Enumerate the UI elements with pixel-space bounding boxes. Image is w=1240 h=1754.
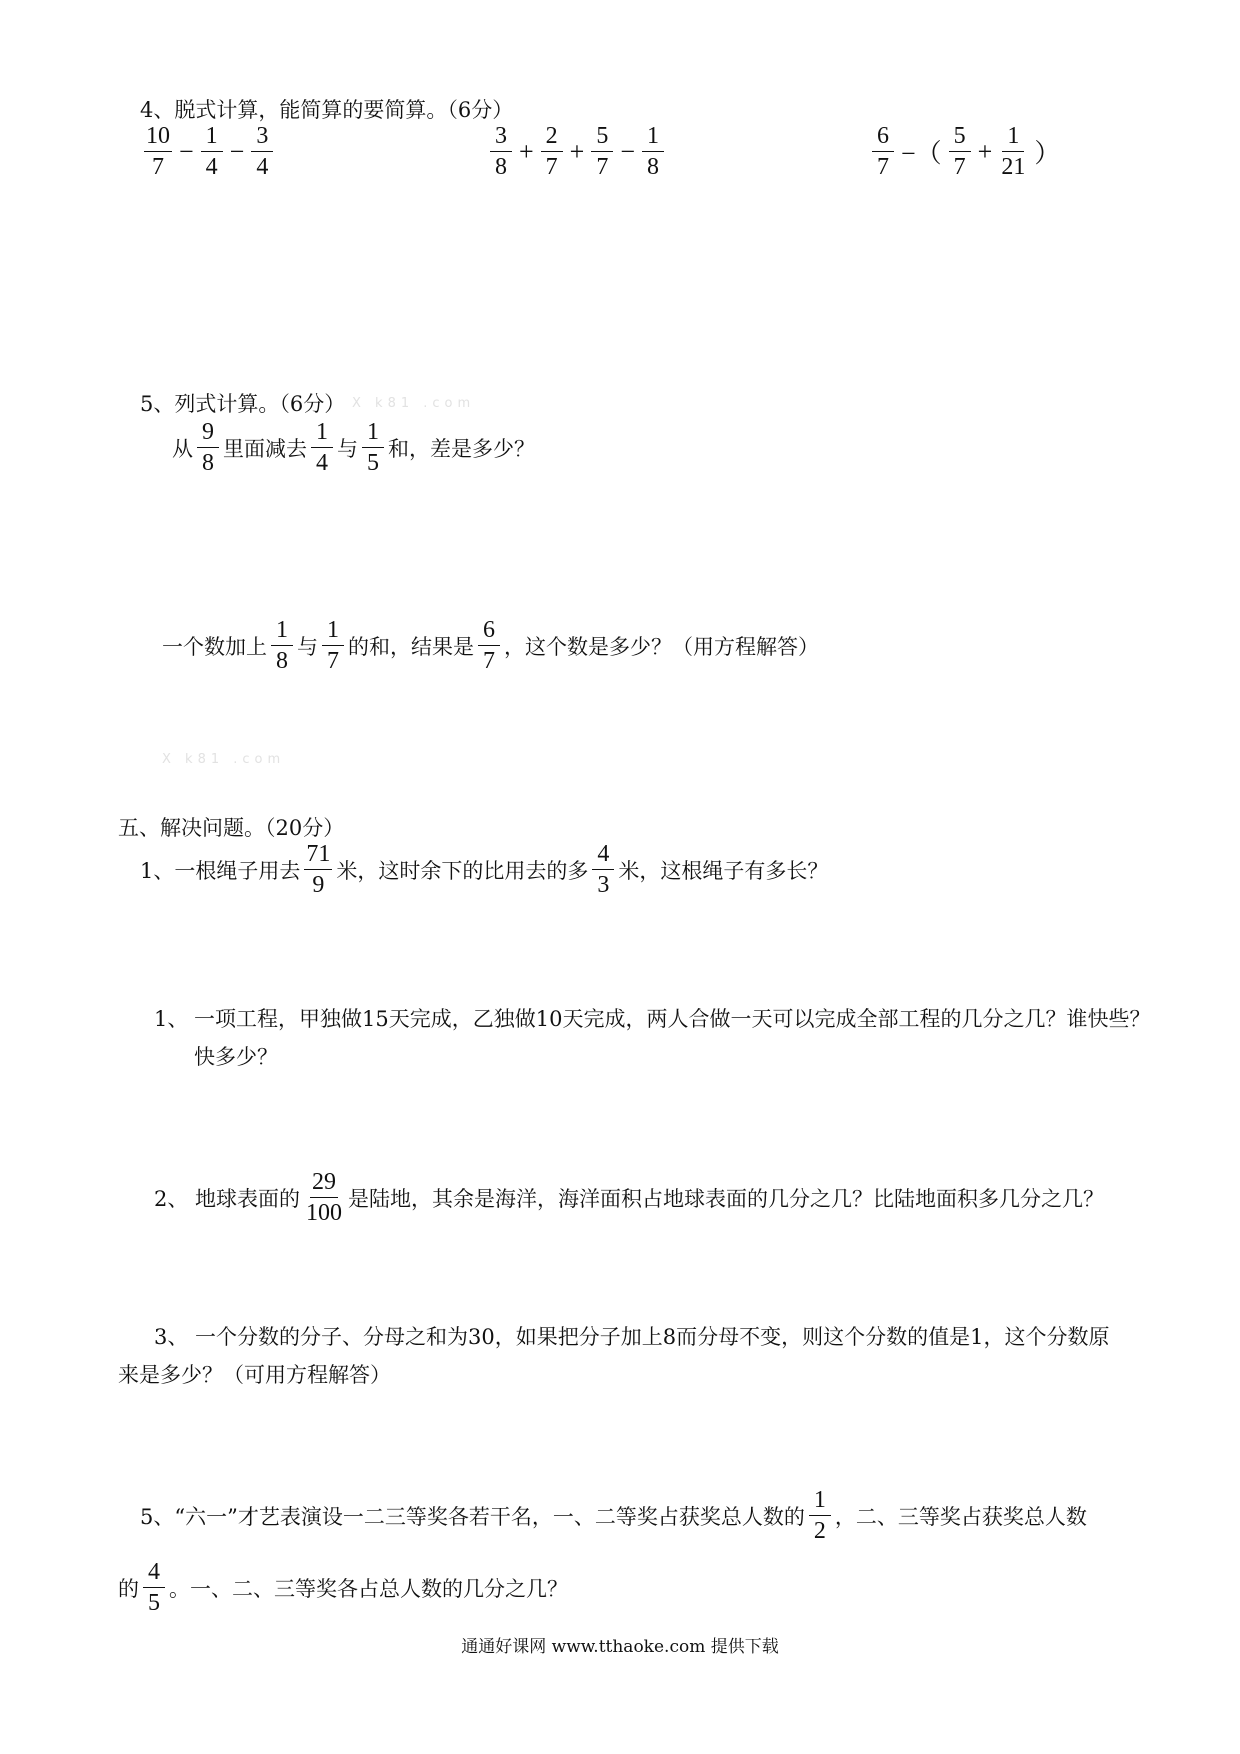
operator: + bbox=[519, 136, 534, 166]
fraction: $\frac{6}{7}$ bbox=[478, 618, 500, 673]
operator: − bbox=[620, 136, 636, 166]
operator: + bbox=[977, 136, 993, 166]
sec5-heading bbox=[118, 812, 344, 842]
q4-heading-text: 4、脱式计算，能简算的要简算。（6分） bbox=[140, 98, 514, 122]
watermark: X k81 .com bbox=[352, 396, 476, 411]
sec5-problem-3: 2、 地球表面的 $\frac{29}{100}$ 是陆地，其余是海洋，海洋面积占地球表面的几分之几？比陆地面积多几分之几？ bbox=[154, 1169, 1105, 1226]
fraction: $\frac{71}{9}$ bbox=[306, 841, 331, 898]
fraction: $\frac{6}{7}$ bbox=[872, 124, 894, 179]
fraction: $\frac{9}{8}$ bbox=[197, 420, 219, 475]
fraction: $\frac{3}{8}$ bbox=[490, 124, 512, 179]
fraction: $\frac{10}{7}$ bbox=[146, 123, 170, 180]
fraction: $\frac{1}{2}$ bbox=[809, 1488, 831, 1543]
problem-number: 1、 bbox=[154, 1007, 189, 1031]
sec5-heading-text: 五、解决问题。（20分） bbox=[118, 816, 345, 840]
fraction: $\frac{1}{5}$ bbox=[362, 420, 384, 475]
fraction: $\frac{1}{21}$ bbox=[1001, 123, 1026, 180]
page-footer: 通通好课网 www.tthaoke.com 提供下载 bbox=[461, 1637, 779, 1657]
operator: − bbox=[179, 136, 194, 166]
sec5-problem-1: 1、一根绳子用去 $\frac{71}{9}$ 米，这时余下的比用去的多 $\frac{4}{3}$ 米，这根绳子有多长？ bbox=[140, 841, 829, 898]
fraction: $\frac{1}{8}$ bbox=[271, 618, 293, 673]
q4-heading bbox=[140, 94, 513, 124]
watermark: X k81 .com bbox=[162, 752, 286, 767]
fraction: $\frac{5}{7}$ bbox=[949, 124, 971, 179]
fraction: $\frac{1}{4}$ bbox=[201, 124, 223, 179]
operator: ） bbox=[1034, 139, 1061, 168]
problem-text: 一项工程，甲独做15天完成，乙独做10天完成，两人合做一天可以完成全部工程的几分之几？谁快些？快多少？ bbox=[194, 1007, 1151, 1069]
operator: − bbox=[229, 136, 245, 166]
sec5-problem-5-line-1: 5、“六一”才艺表演设一二三等奖各若干名，一、二等奖占获奖总人数的 $\frac{1}{2}$ ，二、三等奖占获奖总人数 bbox=[140, 1487, 1087, 1544]
fraction: $\frac{1}{4}$ bbox=[311, 420, 333, 475]
q4-expression-1 bbox=[140, 124, 277, 179]
q4-expression-3 bbox=[868, 124, 1063, 179]
fraction: $\frac{29}{100}$ bbox=[306, 1169, 343, 1226]
fraction: $\frac{4}{5}$ bbox=[143, 1560, 165, 1615]
q5-heading bbox=[140, 388, 345, 418]
q5-heading-text: 5、列式计算。（6分） bbox=[140, 392, 346, 416]
q5-problem-2: 一个数加上 $\frac{1}{8}$ 与 $\frac{1}{7}$ 的和，结果是 $\frac{6}{7}$ ，这个数是多少？（用方程解答） bbox=[162, 617, 819, 674]
sec5-problem-4: 3、 一个分数的分子、分母之和为30，如果把分子加上8而分母不变，则这个分数的值是1，这个分数原来是多少？（可用方程解答） bbox=[118, 1325, 1110, 1387]
q5-problem-1: 从 $\frac{9}{8}$ 里面减去 $\frac{1}{4}$ 与 $\frac{1}{5}$ 和，差是多少？ bbox=[172, 419, 535, 476]
fraction: $\frac{4}{3}$ bbox=[592, 842, 614, 897]
fraction: $\frac{5}{7}$ bbox=[591, 124, 613, 179]
fraction: $\frac{1}{7}$ bbox=[322, 618, 344, 673]
sec5-problem-2 bbox=[154, 1000, 1154, 1076]
fraction: $\frac{2}{7}$ bbox=[541, 124, 563, 179]
operator: −（ bbox=[901, 139, 942, 168]
q4-expression-2 bbox=[486, 124, 668, 179]
fraction: $\frac{3}{4}$ bbox=[251, 124, 273, 179]
operator: + bbox=[569, 136, 585, 166]
fraction: $\frac{1}{8}$ bbox=[642, 124, 664, 179]
sec5-problem-5-line-2: 的 $\frac{4}{5}$ 。一、二、三等奖各占总人数的几分之几？ bbox=[118, 1559, 568, 1616]
